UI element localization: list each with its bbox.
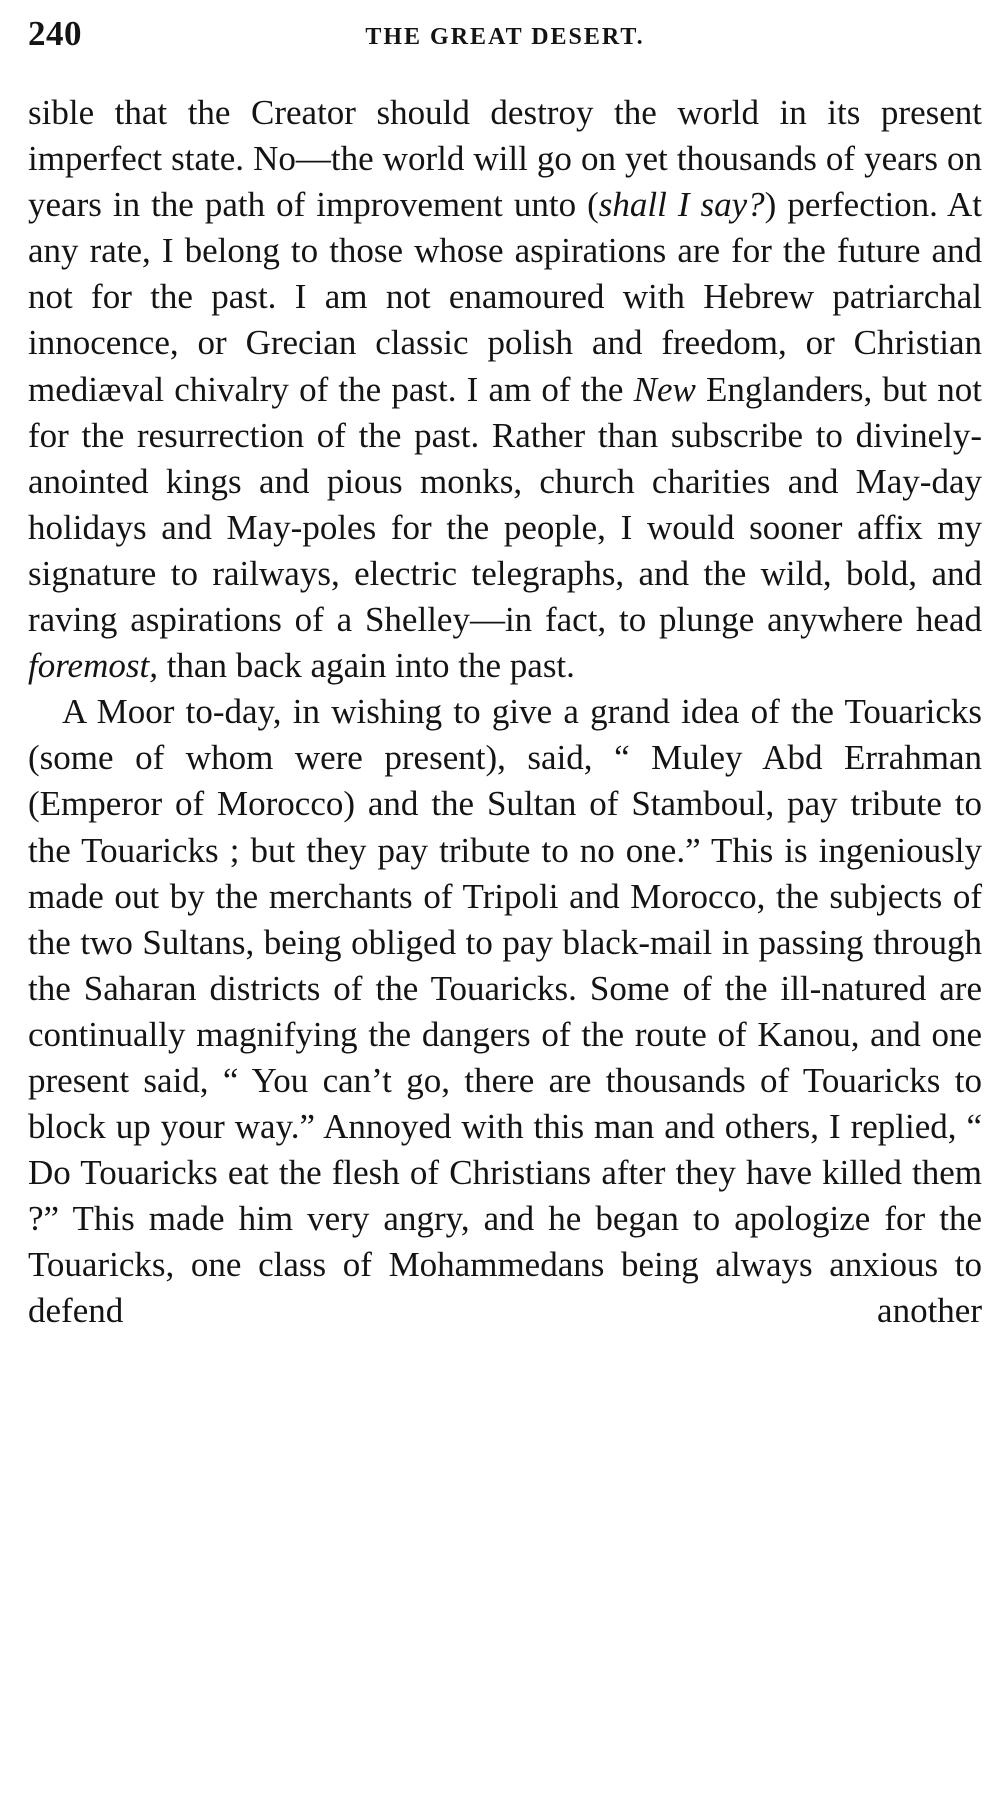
paragraph-1-part-4: than back again into the past. — [157, 646, 575, 686]
paragraph-1-part-3: Englanders, but not for the resurrection of the past. Rather than subscribe to divinely-anointed kings and pious monks, church charities and May-day holidays and May-poles for the people, I would sooner affix my signature to railways, electric telegraphs, and the wild, bold, and raving aspirations of a Shelley—in fact, to plunge anywhere head — [28, 369, 982, 640]
paragraph-1-part-1: sible that the Creator should destroy the world in its present imperfect state. No—the world will go on yet thousands of years on years in the path of improvement unto ( — [28, 93, 982, 225]
paragraph-1 — [28, 90, 982, 689]
paragraph-1-part-2: ) perfection. At any rate, I belong to those whose aspirations are for the future and not for the past. I am not enamoured with Hebrew patriarchal innocence, or Grecian classic polish and freedom, or Christian mediæval chivalry of the past. I am of the — [28, 185, 982, 409]
paragraph-2: A Moor to-day, in wishing to give a grand idea of the Touaricks (some of whom were present), said, “ Muley Abd Errahman (Emperor of Morocco) and the Sultan of Stamboul, pay tribute to the Touaricks ; but they pay tribute to no one.” This is ingeniously made out by the merchants of Tripoli and Morocco, the subjects of the two Sultans, being obliged to pay black-mail in passing through the Saharan districts of the Touaricks. Some of the ill-natured are continually magnifying the dangers of the route of Kanou, and one present said, “ You can’t go, there are thousands of Touaricks to block up your way.” Annoyed with this man and others, I replied, “ Do Touaricks eat the flesh of Christians after they have killed them ?” This made him very angry, and he began to apologize for the Touaricks, one class of Mohammedans being always anxious to defend another — [28, 692, 982, 1331]
paragraph-1-italic-2: New — [633, 369, 696, 409]
running-head — [28, 0, 982, 90]
running-title: THE GREAT DESERT. — [365, 24, 645, 50]
page-number: 240 — [28, 14, 82, 53]
body-text — [28, 90, 982, 1335]
paragraph-1-italic-3: foremost, — [28, 646, 158, 686]
paragraph-1-italic-1: shall I say? — [598, 185, 765, 225]
